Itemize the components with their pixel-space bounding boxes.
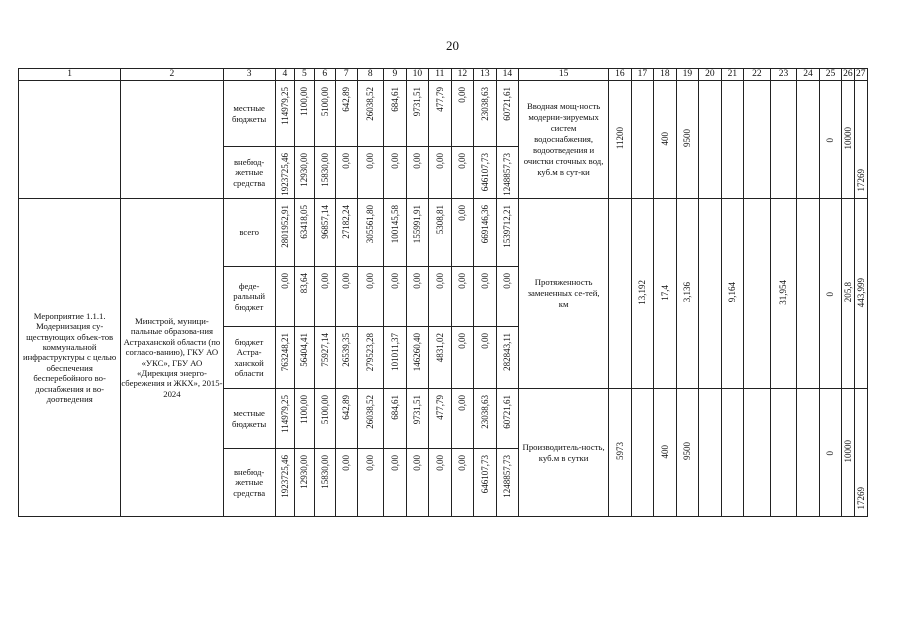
- value-cell: 1923725,46: [279, 455, 290, 498]
- value-cell: 0,00: [341, 153, 352, 169]
- empty-cell: [721, 389, 744, 517]
- value-cell: 1100,00: [299, 87, 310, 116]
- value-cell: 477,79: [434, 395, 445, 420]
- col-header: 14: [496, 69, 519, 81]
- value-cell: 0,00: [457, 333, 468, 349]
- indicator-value: 400: [659, 444, 670, 459]
- value-cell: 0,00: [434, 153, 445, 169]
- program-table: [18, 68, 868, 517]
- value-cell: 1248857,73: [502, 153, 513, 196]
- indicator-value: 3,136: [682, 282, 693, 303]
- empty-cell: [721, 81, 744, 199]
- col-header: 13: [474, 69, 497, 81]
- empty-cell: [699, 389, 722, 517]
- value-cell: 0,00: [279, 273, 290, 289]
- indicator-value: 9500: [682, 129, 693, 148]
- col-header: 4: [275, 69, 294, 81]
- indicator-value: 9,164: [727, 282, 738, 303]
- value-cell: 1923725,46: [279, 153, 290, 196]
- value-cell: 0,00: [412, 273, 423, 289]
- value-cell: 1248857,73: [502, 455, 513, 498]
- value-cell: 669146,36: [479, 205, 490, 244]
- value-cell: 101011,37: [389, 333, 400, 372]
- value-cell: 0,00: [457, 273, 468, 289]
- indicator-value: 17269: [855, 487, 866, 510]
- value-cell: 0,00: [389, 273, 400, 289]
- value-cell: 15830,00: [319, 153, 330, 187]
- empty-cell: [744, 389, 771, 517]
- col-header: 1: [19, 69, 121, 81]
- col-header: 22: [744, 69, 771, 81]
- funding-source: местные бюджеты: [223, 389, 275, 449]
- table-row: [19, 81, 868, 147]
- measure-name: Мероприятие 1.1.1. Модернизация су-ществующих объек-тов коммунальной инфраструктуры с целью обеспечения бесперебойного во-доснабжения и во-доотведения: [19, 199, 121, 517]
- col-header: 5: [295, 69, 314, 81]
- value-cell: 684,61: [389, 87, 400, 112]
- col-header: 17: [631, 69, 654, 81]
- value-cell: 1539712,21: [502, 205, 513, 248]
- value-cell: 0,00: [457, 205, 468, 221]
- indicator-value: 31,954: [778, 280, 789, 305]
- col-header: 19: [676, 69, 699, 81]
- value-cell: 15830,00: [319, 455, 330, 489]
- value-cell: 96857,14: [319, 205, 330, 239]
- empty-cell: [631, 389, 654, 517]
- indicator-name: Вводная мощ-ность модерни-зируемых систем водоснабжения, водоотведения и очистки сточных вод, куб.м в сут-ки: [519, 81, 609, 199]
- col-header: 18: [654, 69, 677, 81]
- value-cell: 763248,21: [279, 333, 290, 372]
- col-header: 15: [519, 69, 609, 81]
- indicator-value: 0: [825, 137, 836, 143]
- value-cell: 9731,51: [412, 87, 423, 117]
- col-header: 11: [429, 69, 452, 81]
- value-cell: 4831,02: [434, 333, 445, 363]
- value-cell: 26539,35: [341, 333, 352, 367]
- value-cell: 0,00: [389, 455, 400, 471]
- value-cell: 75927,14: [319, 333, 330, 367]
- indicator-value: 10000: [842, 127, 853, 150]
- empty-cell: [121, 81, 223, 199]
- value-cell: 684,61: [389, 395, 400, 420]
- value-cell: 114979,25: [279, 395, 290, 434]
- value-cell: 0,00: [365, 153, 376, 169]
- empty-cell: [744, 81, 771, 199]
- empty-cell: [631, 81, 654, 199]
- value-cell: 0,00: [412, 153, 423, 169]
- value-cell: 646107,73: [479, 455, 490, 494]
- value-cell: 5100,00: [319, 395, 330, 425]
- value-cell: 0,00: [341, 455, 352, 471]
- value-cell: 0,00: [412, 455, 423, 471]
- indicator-value: 17,4: [659, 284, 670, 301]
- header-row: [19, 69, 868, 81]
- page-number: 20: [446, 38, 459, 53]
- empty-cell: [609, 199, 632, 389]
- value-cell: 146260,40: [412, 333, 423, 372]
- value-cell: 477,79: [434, 87, 445, 112]
- value-cell: 56404,41: [299, 333, 310, 367]
- col-header: 20: [699, 69, 722, 81]
- value-cell: 642,89: [341, 87, 352, 112]
- executor: Минстрой, муници-пальные образова-ния Астраханской области (по согласо-ванию), ГКУ АО «УКС», ГБУ АО «Дирекция энерго-сбережения и ЖКХ», 2015-2024: [121, 199, 223, 517]
- indicator-value: 443,999: [855, 277, 866, 308]
- value-cell: 2801952,91: [279, 205, 290, 248]
- value-cell: 1100,00: [299, 395, 310, 425]
- value-cell: 646107,73: [479, 153, 490, 192]
- indicator-value: 13,192: [637, 280, 648, 305]
- funding-source: бюджет Астра-ханской области: [223, 327, 275, 389]
- value-cell: 12930,00: [299, 455, 310, 489]
- value-cell: 305561,80: [365, 205, 376, 244]
- funding-source: местные бюджеты: [223, 81, 275, 147]
- value-cell: 27182,24: [341, 205, 352, 239]
- indicator-value: 0: [825, 291, 836, 297]
- value-cell: 0,00: [457, 395, 468, 411]
- value-cell: 0,00: [457, 455, 468, 471]
- empty-cell: [797, 389, 820, 517]
- indicator-name: Производитель-ность, куб.м в сутки: [519, 389, 609, 517]
- indicator-value: 17269: [855, 169, 866, 192]
- value-cell: 26038,52: [365, 395, 376, 429]
- value-cell: 60721,61: [502, 87, 513, 121]
- col-header: 6: [314, 69, 335, 81]
- empty-cell: [797, 81, 820, 199]
- value-cell: 279523,28: [365, 333, 376, 372]
- table-row: [19, 199, 868, 267]
- funding-source: внебюд-жетные средства: [223, 449, 275, 517]
- value-cell: 23038,63: [479, 395, 490, 429]
- value-cell: 0,00: [341, 273, 352, 289]
- empty-cell: [699, 81, 722, 199]
- col-header: 2: [121, 69, 223, 81]
- value-cell: 114979,25: [279, 87, 290, 125]
- value-cell: 0,00: [319, 273, 330, 289]
- value-cell: 0,00: [365, 455, 376, 471]
- empty-cell: [797, 199, 820, 389]
- indicator-value: 11200: [614, 127, 625, 150]
- empty-cell: [744, 199, 771, 389]
- value-cell: 0,00: [434, 455, 445, 471]
- col-header: 26: [843, 69, 853, 80]
- value-cell: 60721,61: [502, 395, 513, 429]
- indicator-value: 400: [659, 131, 670, 146]
- value-cell: 0,00: [479, 273, 490, 289]
- funding-source: феде-ральный бюджет: [223, 267, 275, 327]
- col-header: 16: [609, 69, 632, 81]
- col-header: 27: [856, 69, 866, 80]
- indicator-value: 0: [825, 450, 836, 456]
- col-header: 9: [384, 69, 407, 81]
- indicator-value: 10000: [842, 440, 853, 463]
- funding-source: всего: [223, 199, 275, 267]
- value-cell: 23038,63: [479, 87, 490, 121]
- indicator-value: 205,8: [842, 282, 853, 303]
- value-cell: 5308,81: [434, 205, 445, 235]
- value-cell: 5100,00: [319, 87, 330, 117]
- value-cell: 100145,58: [389, 205, 400, 244]
- empty-cell: [19, 81, 121, 199]
- value-cell: 9731,51: [412, 395, 423, 425]
- value-cell: 12930,00: [299, 153, 310, 187]
- col-header: 21: [721, 69, 744, 81]
- col-header: 12: [451, 69, 474, 81]
- value-cell: 155991,91: [412, 205, 423, 244]
- col-header: 23: [770, 69, 797, 81]
- value-cell: 0,00: [479, 333, 490, 349]
- value-cell: 0,00: [389, 153, 400, 169]
- col-header: 25: [819, 69, 842, 81]
- value-cell: 0,00: [457, 153, 468, 169]
- value-cell: 0,00: [434, 273, 445, 289]
- value-cell: 642,89: [341, 395, 352, 420]
- col-header: 8: [357, 69, 384, 81]
- value-cell: 282843,11: [502, 333, 513, 372]
- col-header: 24: [797, 69, 820, 81]
- value-cell: 0,00: [502, 273, 513, 289]
- indicator-name: Протяженность замененных се-тей, км: [519, 199, 609, 389]
- value-cell: 0,00: [457, 87, 468, 103]
- indicator-value: 9500: [682, 442, 693, 461]
- col-header: 10: [406, 69, 429, 81]
- empty-cell: [770, 81, 797, 199]
- funding-source: внебюд-жетные средства: [223, 147, 275, 199]
- col-header: 7: [336, 69, 357, 81]
- value-cell: 26038,52: [365, 87, 376, 121]
- indicator-value: 5973: [614, 442, 625, 461]
- col-header: 3: [223, 69, 275, 81]
- empty-cell: [770, 389, 797, 517]
- value-cell: 63418,05: [299, 205, 310, 239]
- empty-cell: [699, 199, 722, 389]
- value-cell: 83,64: [299, 273, 310, 294]
- value-cell: 0,00: [365, 273, 376, 289]
